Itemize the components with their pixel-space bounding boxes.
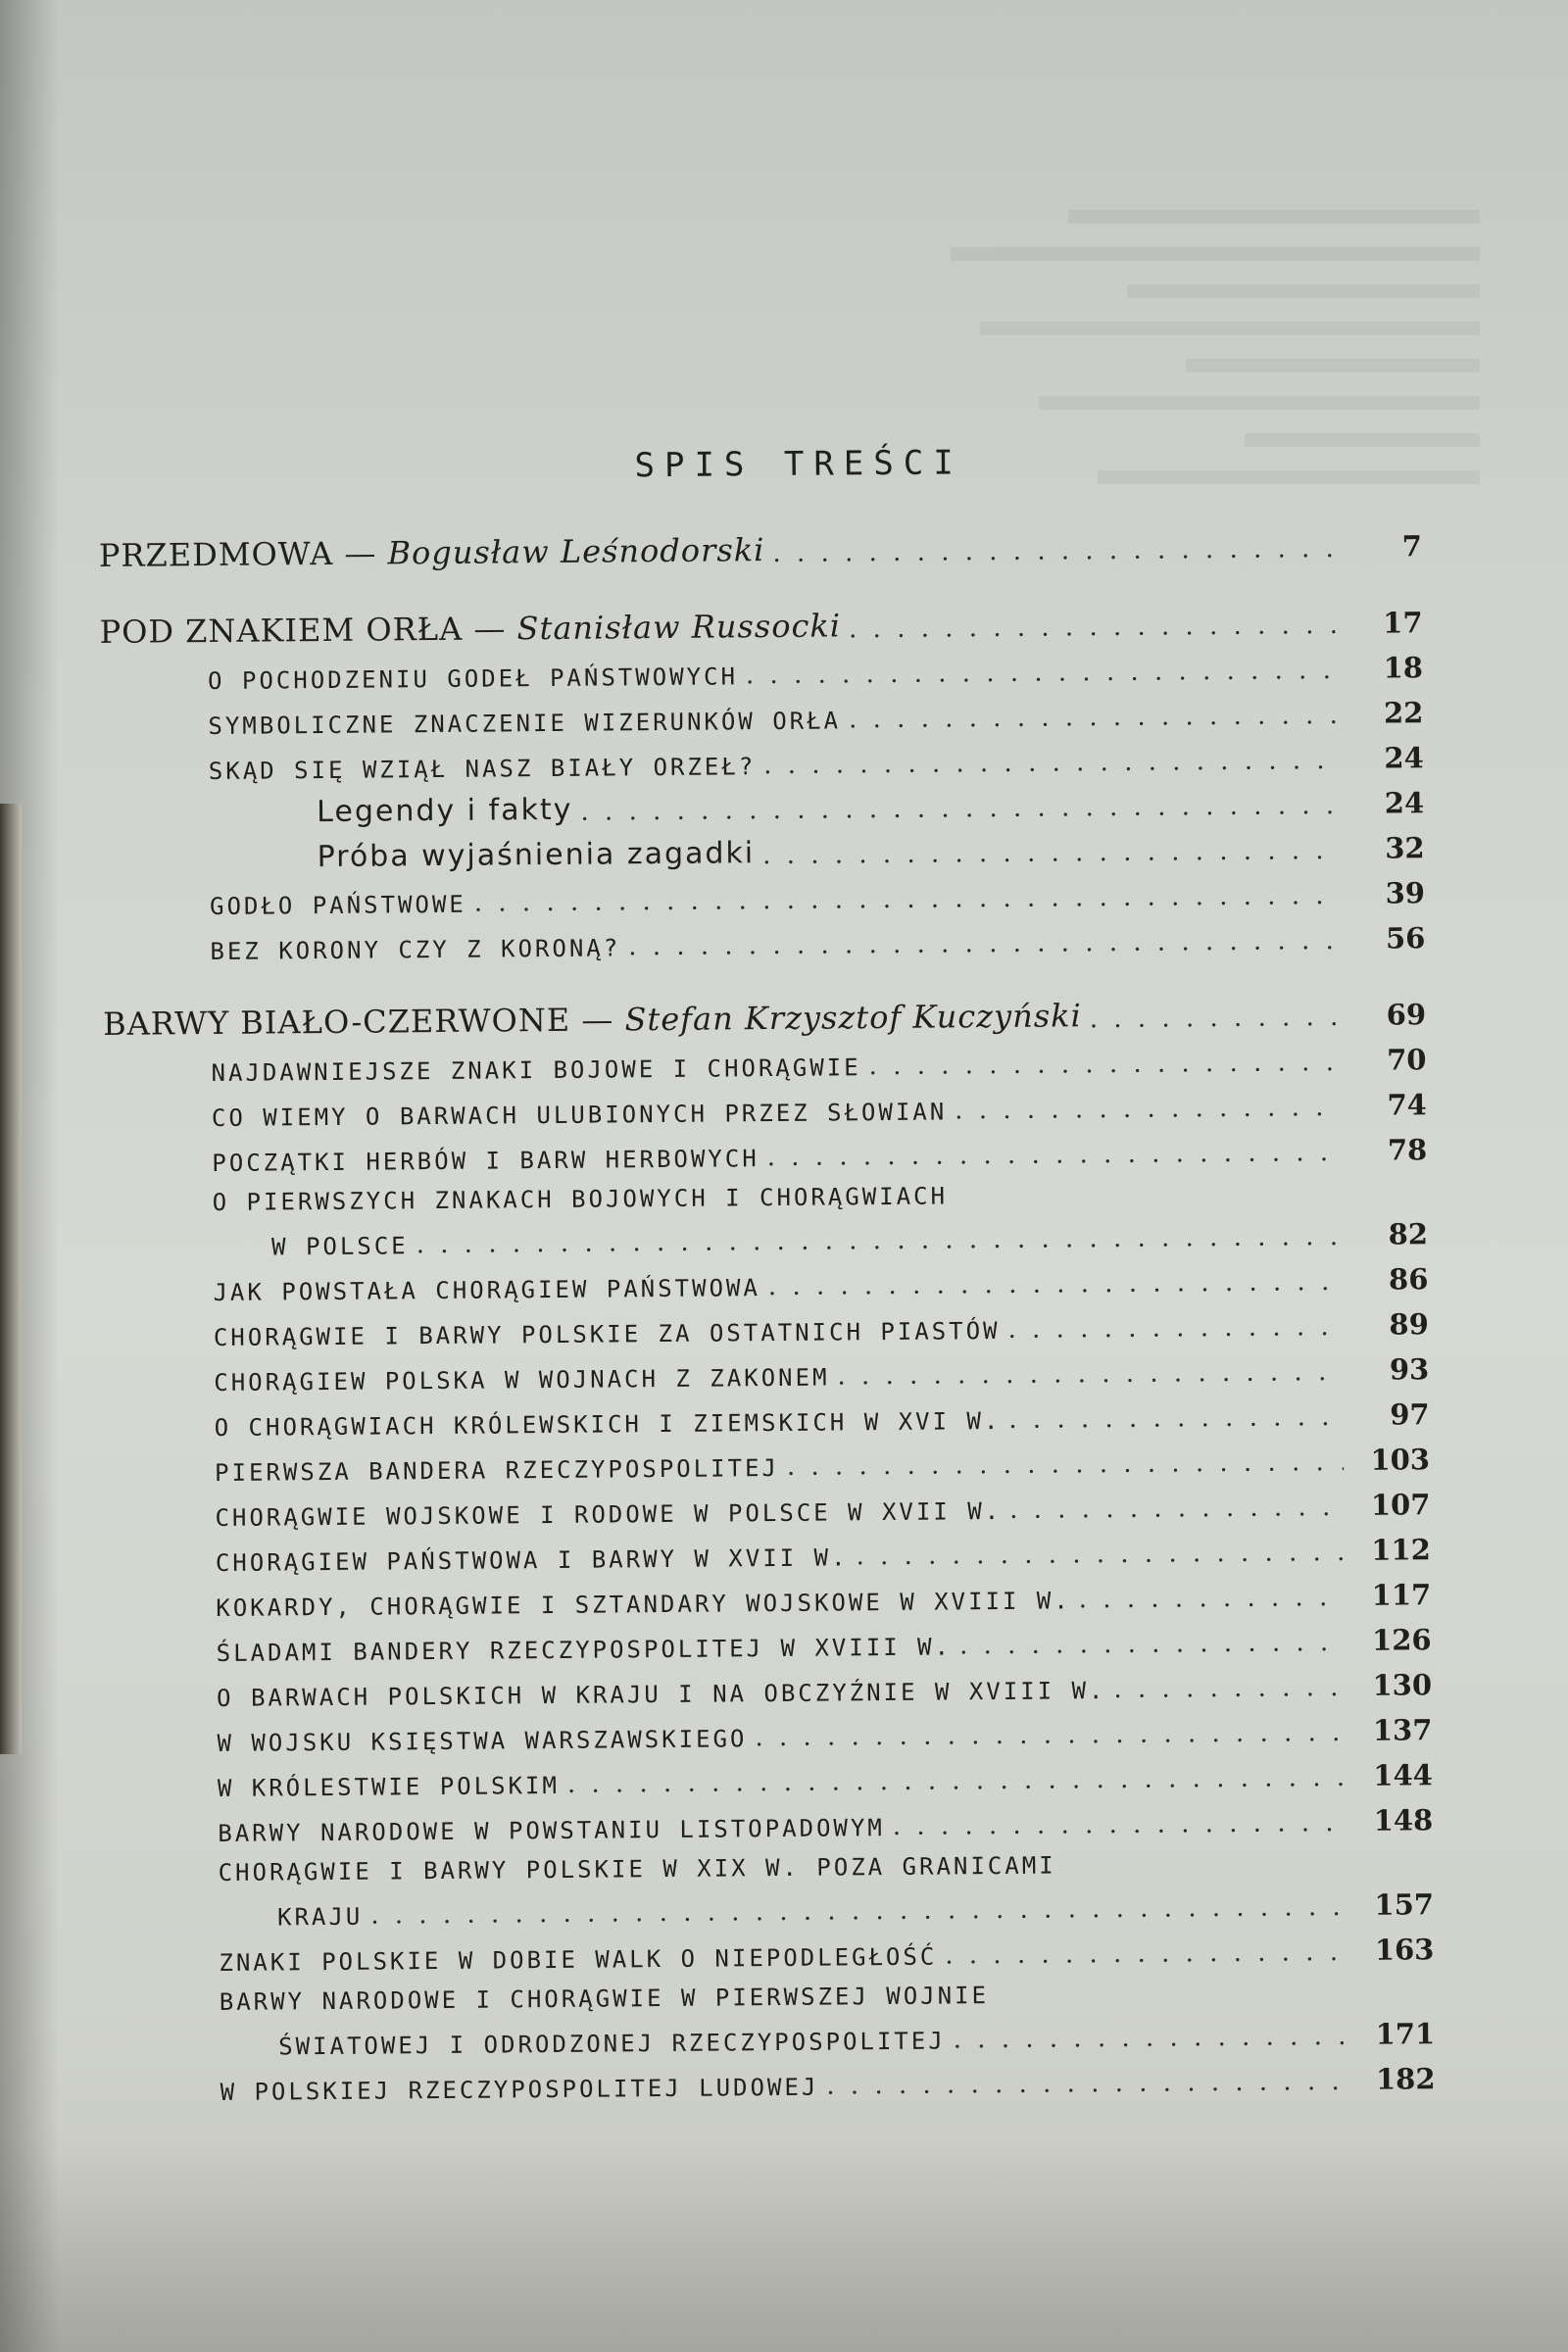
page-number: 7 [1401,529,1423,564]
page-number: 89 [1389,1307,1429,1342]
part-title [99,531,765,574]
dot-leader [856,1538,1345,1571]
toc-heading: SPIS TREŚCI [634,443,963,486]
dot-leader [763,746,1338,780]
toc-chapter-entry [104,1166,1428,1262]
part-dash: — [333,534,388,572]
chapter-title: O CHORĄGWIACH KRÓLEWSKICH I ZIEMSKICH W XVI W. [214,1406,1002,1443]
book-spine-edge [0,804,22,1754]
dot-leader [955,1093,1341,1125]
page-number: 130 [1372,1668,1433,1702]
page-number: 18 [1383,651,1424,685]
chapter-title: W POLSKIEJ RZECZYPOSPOLITEJ LUDOWEJ [220,2073,819,2106]
toc-entries [99,517,1436,2107]
chapter-title: O PIERWSZYCH ZNAKACH BOJOWYCH I CHORĄGWIACH [212,1182,949,1217]
chapter-title: SKĄD SIĘ WZIĄŁ NASZ BIAŁY ORZEŁ? [208,753,757,786]
dot-leader [1009,1493,1345,1525]
page-number: 171 [1375,2017,1436,2051]
page-number: 32 [1385,831,1425,865]
page-number: 107 [1370,1488,1431,1522]
chapter-title: BARWY NARODOWE W POWSTANIU LISTOPADOWYM [218,1814,885,1847]
chapter-title: ZNAKI POLSKIE W DOBIE WALK O NIEPODLEGŁOŚĆ [219,1942,938,1977]
chapter-title: W WOJSKU KSIĘSTWA WARSZAWSKIEGO [217,1725,748,1757]
chapter-title: O POCHODZENIU GODEŁ PAŃSTWOWYCH [207,662,739,696]
chapter-title: PIERWSZA BANDERA RZECZYPOSPOLITEJ [214,1453,780,1487]
chapter-title: BARWY NARODOWE I CHORĄGWIE W PIERWSZEJ WOJNIE [219,1982,990,2016]
chapter-title: NAJDAWNIEJSZE ZNAKI BOJOWE I CHORĄGWIE [211,1054,861,1088]
page-number: 17 [1383,606,1423,640]
dot-leader [772,534,1336,568]
part-author: Bogusław Leśnodorski [387,531,765,572]
chapter-title: Legendy i fakty [317,792,573,830]
page-bottom-shadow [0,2136,1568,2352]
page-number: 56 [1385,921,1426,956]
page-number: 24 [1384,741,1424,775]
chapter-title: ŚLADAMI BANDERY RZECZYPOSPOLITEJ W XVIII W. [216,1633,953,1667]
part-author: Stanisław Russocki [516,607,842,648]
part-title-text: PRZEDMOWA [98,534,334,574]
chapter-title-cont: ŚWIATOWEJ I ODRODZONEJ RZECZYPOSPOLITEJ [278,2027,946,2061]
dot-leader [1090,1003,1341,1034]
part-author: Stefan Krzysztof Kuczyński [624,997,1082,1039]
page-number: 97 [1390,1397,1430,1432]
page-number: 182 [1375,2062,1436,2096]
dot-leader [1113,1673,1346,1704]
toc-chapter-entry [110,1837,1434,1933]
dot-leader [746,656,1337,690]
table-of-contents [98,439,1436,2107]
chapter-title: CHORĄGWIE I BARWY POLSKIE ZA OSTATNICH PIASTÓW [213,1317,1001,1352]
dot-leader [768,1267,1343,1301]
page-number: 148 [1373,1803,1434,1838]
part-dash: — [463,610,517,648]
page-number: 24 [1384,786,1425,820]
dot-leader [837,1357,1343,1392]
chapter-title-cont: W POLSCE [270,1232,409,1261]
part-title-text: POD ZNAKIEM ORŁA [99,610,464,651]
dot-leader [868,1048,1340,1081]
page-number: 39 [1385,876,1426,910]
dot-leader [893,1808,1348,1841]
chapter-title: Próba wyjaśnienia zagadki [317,836,756,875]
dot-leader [762,836,1339,870]
part-dash: — [569,1001,625,1039]
chapter-title: CO WIEMY O BARWACH ULUBIONYCH PRZEZ SŁOWIAN [211,1098,948,1133]
page-number: 112 [1371,1533,1431,1567]
page-number: 163 [1374,1933,1435,1967]
chapter-title: CHORĄGIEW PAŃSTWOWA I BARWY W XVII W. [215,1544,849,1577]
dot-leader [787,1447,1344,1482]
chapter-title: CHORĄGWIE WOJSKOWE I RODOWE W POLSCE W XVII W. [215,1496,1003,1532]
page-number: 126 [1371,1623,1432,1657]
dot-leader [1079,1583,1346,1614]
chapter-title: GODŁO PAŃSTWOWE [209,890,466,921]
page-number: 78 [1387,1133,1428,1167]
dot-leader [1008,1402,1344,1435]
page-number: 70 [1386,1043,1427,1077]
page-number: 93 [1389,1352,1430,1387]
dot-leader [959,1628,1346,1660]
page-number: 69 [1386,998,1427,1032]
part-title [99,607,841,651]
page-number: 82 [1388,1217,1429,1251]
chapter-title: BEZ KORONY CZY Z KORONĄ? [210,934,621,966]
dot-leader [954,2022,1349,2055]
chapter-title: POCZĄTKI HERBÓW I BARW HERBOWYCH [212,1145,760,1178]
page-number: 137 [1372,1713,1433,1747]
page-number: 86 [1388,1262,1429,1297]
dot-leader [849,701,1338,734]
chapter-title: KOKARDY, CHORĄGWIE I SZTANDARY WOJSKOWE W XVIII W. [216,1587,1071,1622]
dot-leader [755,1718,1346,1752]
chapter-title: W KRÓLESTWIE POLSKIM [217,1771,561,1802]
page-number: 74 [1387,1088,1428,1122]
page-number: 117 [1371,1578,1432,1612]
part-title-text: BARWY BIAŁO-CZERWONE [102,1001,571,1043]
page-number: 103 [1370,1443,1431,1477]
toc-chapter-entry [112,1966,1436,2062]
chapter-title: SYMBOLICZNE ZNACZENIE WIZERUNKÓW ORŁA [208,707,842,741]
dot-leader [945,1937,1348,1971]
chapter-title-cont: KRAJU [276,1902,364,1932]
page-number: 157 [1374,1887,1435,1922]
dot-leader [1007,1312,1343,1345]
chapter-title: CHORĄGWIE I BARWY POLSKIE W XIX W. POZA GRANICAMI [218,1851,1056,1886]
chapter-title: CHORĄGIEW POLSKA W WOJNACH Z ZAKONEM [214,1363,830,1397]
chapter-title: JAK POWSTAŁA CHORĄGIEW PAŃSTWOWA [213,1274,760,1307]
dot-leader [849,611,1337,644]
page-number: 22 [1383,696,1424,730]
dot-leader [628,926,1339,961]
page-number: 144 [1373,1758,1433,1792]
dot-leader [826,2067,1349,2101]
chapter-title: O BARWACH POLSKICH W KRAJU I NA OBCZYŹNIE W XVIII W. [216,1677,1106,1712]
